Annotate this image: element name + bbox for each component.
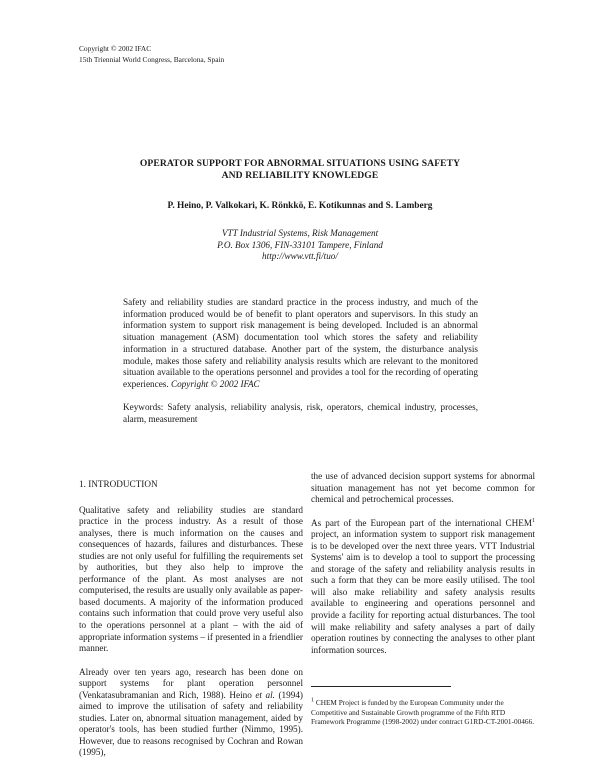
affiliation-line-2: P.O. Box 1306, FIN-33101 Tampere, Finland (217, 239, 383, 250)
affiliation-url[interactable]: http://www.vtt.fi/tuo/ (262, 251, 338, 262)
keywords: Keywords: Safety analysis, reliability analysis, risk, operators, chemical industry, processes, alarm, measurement (123, 402, 478, 424)
title-line-2: AND RELIABILITY KNOWLEDGE (221, 170, 379, 181)
intro-paragraph-4 (311, 518, 535, 657)
footnote-text: CHEM Project is funded by the European Community under the Competitive and Sustainable Growth programme of the Fifth RTD Framework Programme (1998-2002) under contract G1RD-CT-2001-00466. (311, 698, 535, 727)
affiliation (100, 228, 500, 263)
footnote (311, 698, 535, 727)
intro-paragraph-2-end: (1994) aimed to improve the utilisation of safety and reliability studies. Later on, abnormal situation management, aided by operator's tools, has been studied further (Nimmo, 1995). However, due to reasons recognised by Cochran and Rowan (1995), (79, 689, 303, 758)
abstract-text: Safety and reliability studies are standard practice in the process industry, and much of the information produced would be of benefit to plant operators and supervisors. In this study an information system to support risk management is being developed. Included is an abnormal situation management (ASM) documentation tool which stores the safety and reliability information in a structured database. Another part of the system, the disturbance analysis module, makes those safety and reliability analysis results which are relevant to the monitored situation available to the operations personnel and provides a tool for the recording of operating experiences. (123, 297, 478, 389)
footnote-marker: 1 (311, 697, 314, 704)
intro-paragraph-4-start: As part of the European part of the international CHEM (311, 517, 532, 528)
congress-line: 15th Triennial World Congress, Barcelona, Spain (79, 54, 225, 64)
abstract-copyright: Copyright © 2002 IFAC (170, 378, 260, 389)
et-al-italic: et al. (255, 689, 275, 700)
copyright-notice (79, 44, 224, 65)
footnote-reference[interactable]: 1 (532, 517, 535, 524)
right-column (311, 471, 535, 656)
footnote-divider (311, 686, 451, 687)
intro-paragraph-3: the use of advanced decision support systems for abnormal situation management has not yet become common for chemical and petrochemical processes. (311, 471, 535, 505)
intro-paragraph-4-end: project, an information system to support risk management is to be developed over the next three years. VTT Industrial Systems' aim is to develop a tool to support the processing and storage of the safety and reliability analysis results in such a form that they can be more easily utilised. The tool will also make reliability and safety analysis results available to engineering and operations personnel and provide a facility for reporting actual disturbances. The tool will make reliability and safety analyses a part of daily operation routines by connecting the analyses to other plant information sources. (311, 529, 535, 655)
affiliation-line-1: VTT Industrial Systems, Risk Management (221, 228, 379, 238)
title-line-1: OPERATOR SUPPORT FOR ABNORMAL SITUATIONS USING SAFETY (139, 158, 461, 169)
intro-paragraph-1: Qualitative safety and reliability studies are standard practice in the process industry. As a result of those analyses, there is much information on the causes and consequences of hazards, failures and disturbances. These studies are not only useful for fulfilling the requirements set by authorities, but they also help to improve the performance of the plant. As most analyses are not computerised, the results are usually only available as paper-based documents. A majority of the information produced contains such information that could prove very useful also to the operations personnel at a plant – with the aid of appropriate information systems – if presented in a friendlier manner. (79, 504, 303, 654)
intro-paragraph-2-start: Already over ten years ago, research has been done on support systems for plant operation personnel (Venkatasubramanian and Rich, 1988). Heino (79, 666, 303, 700)
left-column (79, 479, 303, 759)
section-heading-introduction: 1. INTRODUCTION (79, 479, 158, 489)
author-list: P. Heino, P. Valkokari, K. Rönkkö, E. Kotikunnas and S. Lamberg (167, 201, 433, 211)
intro-paragraph-2 (79, 667, 303, 759)
abstract (123, 297, 478, 391)
copyright-line: Copyright © 2002 IFAC (79, 44, 152, 53)
paper-title (100, 158, 500, 182)
